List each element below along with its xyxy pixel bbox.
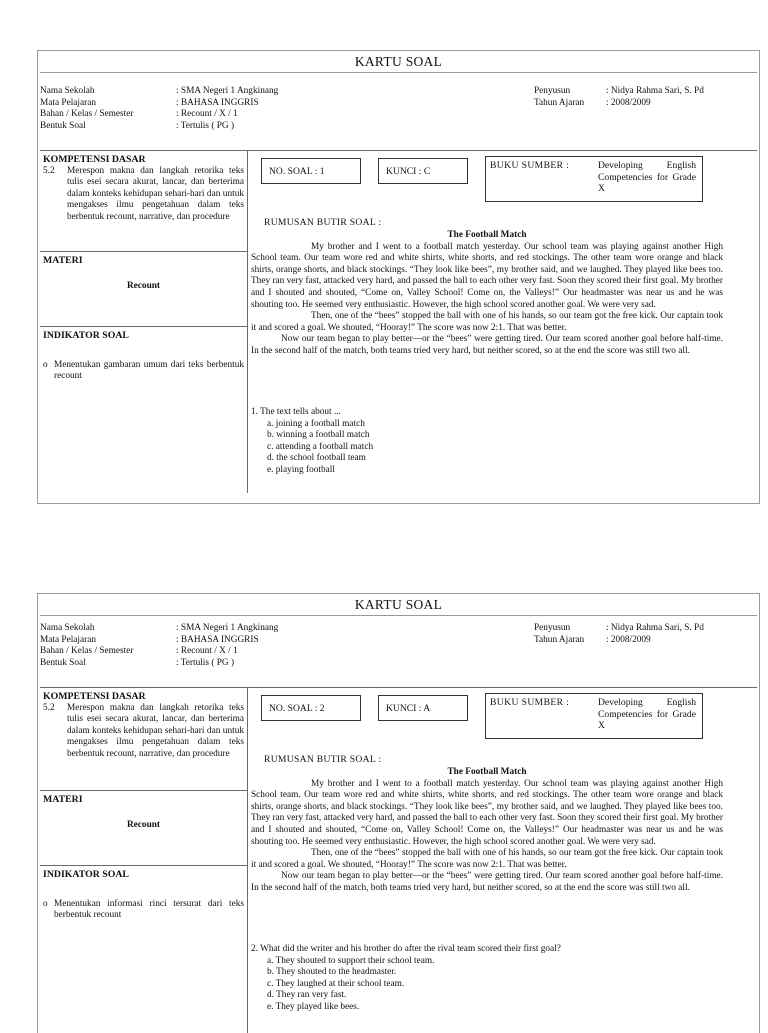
indikator-heading: INDIKATOR SOAL [43, 330, 129, 341]
question-card-2 [37, 593, 760, 1033]
value-bentuk-soal: : Tertulis ( PG ) [176, 657, 235, 668]
right-column [248, 151, 757, 493]
kompetensi-section [40, 151, 247, 252]
card-body-grid [40, 687, 757, 1033]
option-item: b. winning a football match [267, 430, 370, 441]
label-bentuk-soal: Bentuk Soal [40, 657, 86, 668]
passage-paragraph: Then, one of the “bees” stopped the ball with one of his hands, so our team got the free kick. Our captain took it and scored a goal. We shouted, “Hooray!” The score was now 2:1. That was better. [251, 311, 723, 333]
label-bahan-kelas-semester: Bahan / Kelas / Semester [40, 109, 134, 120]
header-labels [40, 623, 133, 669]
value-bahan-kelas-semester: : Recount / X / 1 [176, 109, 238, 120]
indikator-section [40, 866, 247, 922]
card-title: KARTU SOAL [354, 54, 443, 69]
header-right-labels [534, 86, 584, 109]
header-right-values [606, 623, 704, 646]
passage-paragraph: Now our team began to play better—or the “bees” were getting tired. Our team scored another goal before half-time. In the second half of the match, both teams tried very hard, but neither scored, so at the end the score was still two all. [251, 334, 723, 356]
kunci-box: KUNCI : C [378, 158, 468, 184]
bullet-icon: o [43, 359, 48, 370]
header-right-labels [534, 623, 584, 646]
no-soal-box: NO. SOAL : 1 [261, 158, 361, 184]
kompetensi-text [43, 703, 244, 761]
label-nama-sekolah: Nama Sekolah [40, 86, 95, 96]
passage-title: The Football Match [447, 767, 527, 777]
value-tahun-ajaran: : 2008/2009 [606, 97, 651, 108]
value-nama-sekolah: : SMA Negeri 1 Angkinang [176, 623, 279, 633]
no-soal-box: NO. SOAL : 2 [261, 695, 361, 721]
option-item: d. the school football team [267, 453, 366, 464]
indikator-heading: INDIKATOR SOAL [43, 869, 129, 880]
value-penyusun: : Nidya Rahma Sari, S. Pd [606, 623, 704, 633]
label-tahun-ajaran: Tahun Ajaran [534, 97, 585, 108]
passage-paragraph: Then, one of the “bees” stopped the ball with one of his hands, so our team got the free kick. Our captain took it and scored a goal. We shouted, “Hooray!” The score was now 2:1. That was better. [251, 848, 723, 870]
passage-paragraph: My brother and I went to a football match yesterday. Our school team was playing against another High School team. Our team wore red and white shirts, white shorts, and red stockings. The other team wore orange and black shirts, orange shorts, and black stockings. “They look like bees”, my brother said, and we laughed. They played like bees too. They ran very fast, attacked very hard, and passed the ball to each other very fast. Soon they scored their first goal. My brother and I shouted and shouted, “Come on, Valley School! Come on, the Valleys!” Our headmaster was near us and he was shouting too. He seemed very enthusiastic. However, the high school scored another goal. We were very sad. [251, 241, 723, 310]
kompetensi-number: 5.2 [43, 702, 55, 713]
kompetensi-text [43, 166, 244, 224]
kompetensi-section [40, 688, 247, 791]
buku-sumber-box [485, 693, 703, 739]
kunci-box: KUNCI : A [378, 695, 468, 721]
value-mata-pelajaran: : BAHASA INGGRIS [176, 97, 259, 108]
card-title: KARTU SOAL [354, 597, 443, 612]
buku-sumber-label: BUKU SUMBER : [490, 160, 570, 171]
label-mata-pelajaran: Mata Pelajaran [40, 97, 97, 108]
label-bahan-kelas-semester: Bahan / Kelas / Semester [40, 646, 134, 657]
kompetensi-number: 5.2 [43, 165, 55, 176]
question-text: 1. The text tells about ... [251, 407, 341, 417]
reading-passage [251, 230, 723, 358]
question-block [251, 944, 721, 1014]
indikator-description: Menentukan gambaran umum dari teks berbentuk recount [54, 359, 244, 382]
option-item: e. playing football [267, 464, 335, 475]
kompetensi-description: Merespon makna dan langkah retorika teks tulis esei secara akurat, lancar, dan berterima dalam konteks kehidupan sehari-hari dan untuk mengakses ilmu pengetahuan dalam teks berbentuk recount, narrative, dan procedure [67, 702, 244, 759]
indikator-description: Menentukan informasi rinci tersurat dari teks berbentuk recount [54, 898, 244, 921]
materi-value: Recount [126, 819, 161, 830]
kompetensi-heading: KOMPETENSI DASAR [43, 691, 146, 702]
question-card-1 [37, 50, 760, 504]
label-tahun-ajaran: Tahun Ajaran [534, 634, 585, 645]
rumusan-label: RUMUSAN BUTIR SOAL : [264, 217, 382, 228]
question-block [251, 407, 721, 477]
left-column [40, 151, 248, 493]
passage-paragraph: My brother and I went to a football match yesterday. Our school team was playing against another High School team. Our team wore red and white shirts, white shorts, and red stockings. The other team wore orange and black shirts, orange shorts, and black stockings. “They look like bees”, my brother said, and we laughed. They played like bees too. They ran very fast, attacked very hard, and passed the ball to each other very fast. Soon they scored their first goal. My brother and I shouted and shouted, “Come on, Valley School! Come on, the Valleys!” Our headmaster was near us and he was shouting too. He seemed very enthusiastic. However, the high school scored another goal. We were very sad. [251, 778, 723, 847]
header-values [176, 623, 278, 669]
option-item: b. They shouted to the headmaster. [267, 967, 397, 978]
label-nama-sekolah: Nama Sekolah [40, 623, 95, 633]
buku-sumber-label: BUKU SUMBER : [490, 697, 570, 708]
value-tahun-ajaran: : 2008/2009 [606, 634, 651, 645]
title-divider [40, 615, 757, 616]
option-item: d. They ran very fast. [267, 990, 347, 1001]
value-bentuk-soal: : Tertulis ( PG ) [176, 120, 235, 131]
card-header [38, 86, 759, 148]
option-item: c. They laughed at their school team. [267, 978, 405, 989]
materi-heading: MATERI [43, 255, 83, 266]
indikator-text [43, 899, 244, 922]
label-mata-pelajaran: Mata Pelajaran [40, 634, 97, 645]
indikator-section [40, 327, 247, 383]
header-labels [40, 86, 133, 132]
value-penyusun: : Nidya Rahma Sari, S. Pd [606, 86, 704, 96]
buku-sumber-value: Developing English Competencies for Grade X [598, 697, 696, 732]
buku-sumber-box [485, 156, 703, 202]
header-values [176, 86, 278, 132]
materi-heading: MATERI [43, 794, 83, 805]
materi-section [40, 791, 247, 866]
option-item: a. joining a football match [267, 418, 365, 429]
header-right-values [606, 86, 704, 109]
value-bahan-kelas-semester: : Recount / X / 1 [176, 646, 238, 657]
option-item: a. They shouted to support their school team. [267, 955, 435, 966]
value-nama-sekolah: : SMA Negeri 1 Angkinang [176, 86, 279, 96]
kompetensi-description: Merespon makna dan langkah retorika teks tulis esei secara akurat, lancar, dan berterima dalam konteks kehidupan sehari-hari dan untuk mengakses ilmu pengetahuan dalam teks berbentuk recount, narrative, dan procedure [67, 165, 244, 222]
rumusan-label: RUMUSAN BUTIR SOAL : [264, 754, 382, 765]
title-divider [40, 72, 757, 73]
card-header [38, 623, 759, 685]
kompetensi-heading: KOMPETENSI DASAR [43, 154, 146, 165]
buku-sumber-value: Developing English Competencies for Grade X [598, 160, 696, 195]
materi-section [40, 252, 247, 327]
option-item: c. attending a football match [267, 441, 374, 452]
right-column [248, 688, 757, 1033]
value-mata-pelajaran: : BAHASA INGGRIS [176, 634, 259, 645]
passage-title: The Football Match [447, 230, 527, 240]
reading-passage [251, 767, 723, 895]
label-penyusun: Penyusun [534, 623, 571, 633]
passage-paragraph: Now our team began to play better—or the “bees” were getting tired. Our team scored another goal before half-time. In the second half of the match, both teams tried very hard, but neither scored, so at the end the score was still two all. [251, 871, 723, 893]
indikator-text [43, 360, 244, 383]
materi-value: Recount [126, 280, 161, 291]
card-body-grid [40, 150, 757, 493]
label-penyusun: Penyusun [534, 86, 571, 96]
label-bentuk-soal: Bentuk Soal [40, 120, 86, 131]
left-column [40, 688, 248, 1033]
option-item: e. They played like bees. [267, 1001, 360, 1012]
bullet-icon: o [43, 898, 48, 909]
question-text: 2. What did the writer and his brother do after the rival team scored their first goal? [251, 944, 561, 954]
